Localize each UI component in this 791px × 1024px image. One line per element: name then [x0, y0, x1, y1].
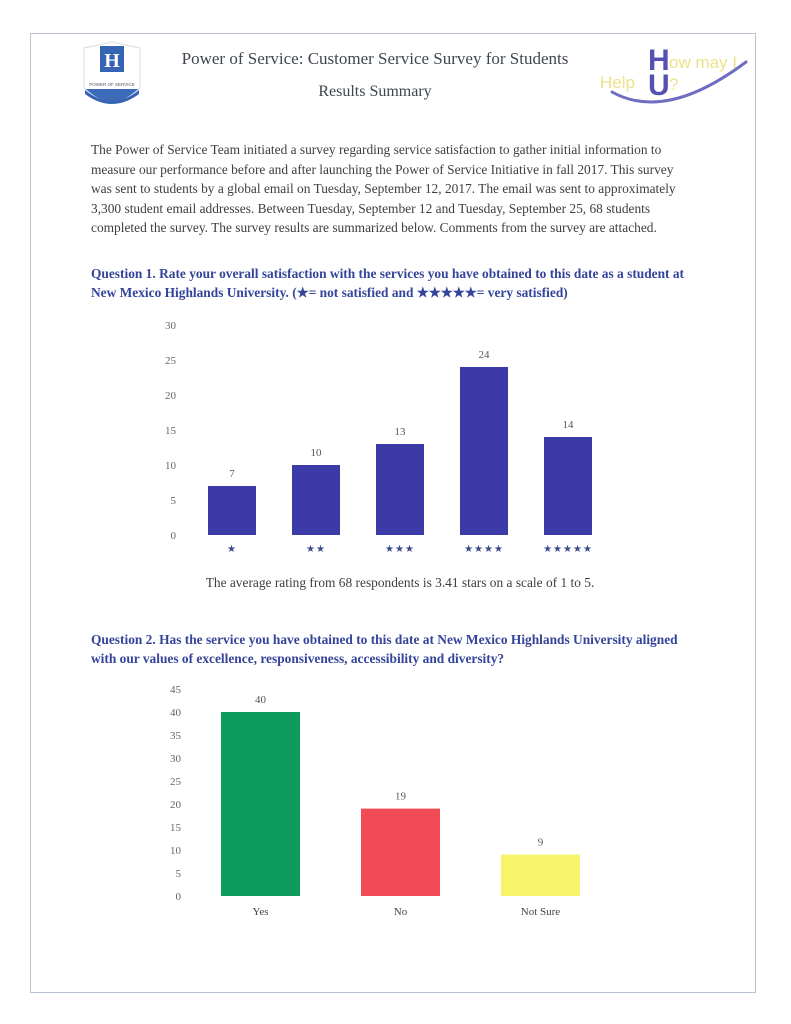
shield-caption: POWER OF SERVICE — [89, 82, 135, 87]
bar-1 — [221, 712, 300, 896]
y-tick-label: 25 — [170, 776, 181, 788]
h-letter: H — [104, 50, 120, 72]
average-rating-note: The average rating from 68 respondents is 3.41 stars on a scale of 1 to 5. — [205, 575, 595, 590]
intro-paragraph: The Power of Service Team initiated a survey regarding service satisfaction to gather initial information to measure our performance before and after launching the Power of Service Initiative in fall 2017. This survey was sent to students by a global email on Tuesday, September 12, 2017. The email was sent to approximately 3,300 student email addresses. Between Tuesday, September 12 and Tuesday, September 25, 68 students completed the survey. The survey results are summarized below. Comments from the survey are attached. — [91, 142, 676, 235]
y-tick-label: 10 — [170, 845, 181, 857]
bar-2 — [361, 809, 440, 896]
data-label: 10 — [310, 447, 322, 459]
category-label: ★ — [227, 544, 237, 555]
category-label: Yes — [252, 906, 269, 918]
y-tick-label: 0 — [170, 530, 176, 542]
y-tick-label: 10 — [165, 460, 176, 472]
category-label: ★★★★ — [464, 544, 504, 555]
y-tick-label: 0 — [175, 891, 181, 903]
logo-top-text: ow may I — [669, 53, 738, 72]
y-tick-label: 30 — [170, 753, 181, 765]
y-tick-label: 20 — [170, 799, 181, 811]
y-tick-label: 15 — [165, 425, 176, 437]
question-1-heading: Question 1. Rate your overall satisfaction with the services you have obtained to this date as a student at New Mexico Highlands University. (★= not satisfied and ★★★★★= very satisfied) — [91, 266, 685, 300]
y-tick-label: 20 — [165, 390, 176, 402]
page-subtitle: Results Summary — [318, 83, 432, 100]
y-tick-label: 15 — [170, 822, 181, 834]
page-title: Power of Service: Customer Service Survey for Students — [181, 49, 569, 68]
data-label: 9 — [537, 836, 544, 849]
bar-3 — [501, 855, 580, 896]
y-tick-label: 30 — [165, 320, 176, 332]
y-tick-label: 25 — [165, 355, 176, 367]
y-tick-label: 35 — [170, 730, 181, 742]
data-label: 14 — [562, 419, 574, 431]
y-tick-label: 5 — [175, 868, 181, 880]
data-label: 13 — [394, 426, 406, 438]
data-label: 7 — [229, 468, 235, 480]
category-label: ★★★ — [385, 544, 415, 555]
category-label: No — [393, 906, 408, 918]
logo-big-h: H — [648, 44, 670, 77]
logo-left-text: Help — [600, 73, 635, 92]
data-label: 24 — [478, 349, 490, 361]
logo-big-u: U — [648, 69, 670, 102]
data-label: 40 — [255, 694, 266, 706]
data-label: 19 — [395, 790, 406, 803]
y-tick-label: 5 — [170, 495, 176, 507]
y-tick-label: 40 — [170, 707, 181, 719]
category-label: Not Sure — [520, 906, 561, 918]
category-label: ★★ — [306, 544, 326, 555]
logo-question-mark: ? — [669, 75, 679, 94]
y-tick-label: 45 — [170, 684, 181, 696]
category-label: ★★★★★ — [543, 544, 593, 555]
question-2-heading: Question 2. Has the service you have obtained to this date at New Mexico Highlands University aligned with our values of excellence, responsiveness, accessibility and diversity? — [91, 632, 678, 666]
